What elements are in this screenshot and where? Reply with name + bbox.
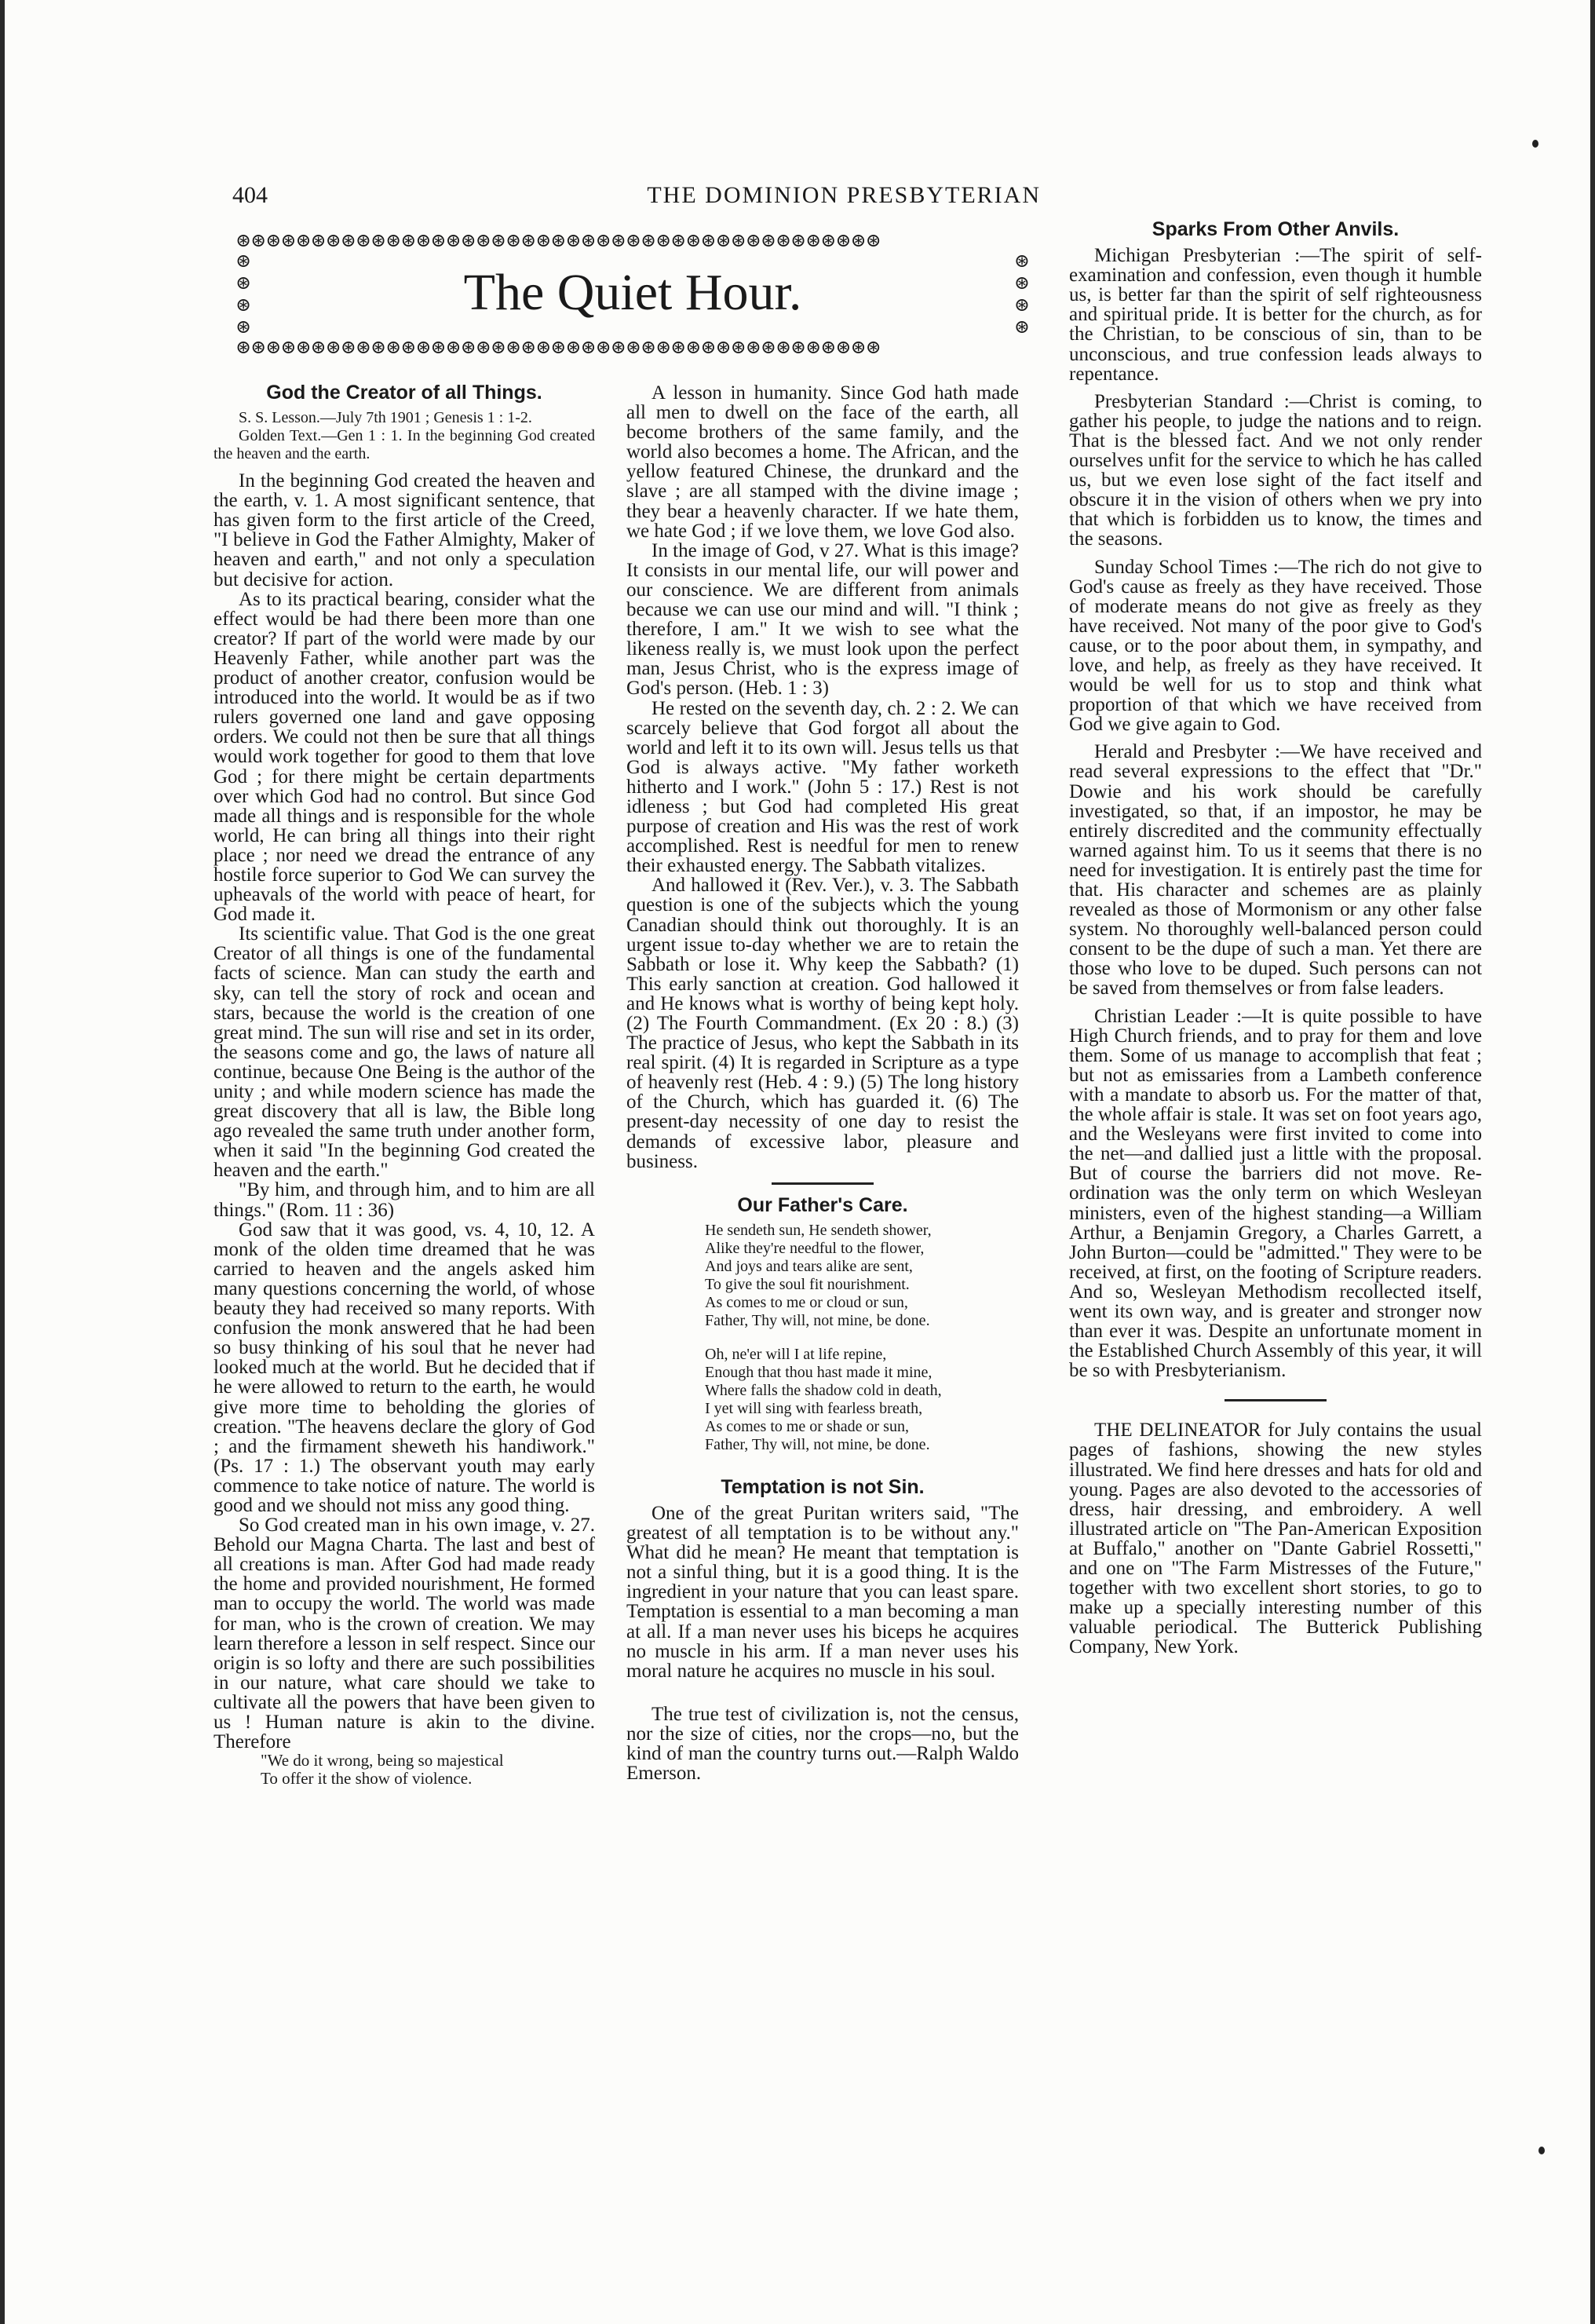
poem-line: As comes to me or shade or sun, [705,1417,909,1435]
ornament-border-left: ⊛ ⊛ ⊛ ⊛ [235,251,252,338]
poem-line: To give the soul fit nourishment. [705,1275,910,1293]
article-paragraph: "By him, and through him, and to him are all things." (Rom. 11 : 36) [214,1179,595,1221]
poem-body [705,1222,1019,1454]
article-paragraph: So God created man in his own image, v. 27. Behold our Magna Charta. The last and best of all creations is man. After God had made ready the home and provided nourishment, He formed man to occupy the world. The world was made for man, who is the crown of creation. We may learn therefore a lesson in self respect. Since our origin is so lofty and there are such possibilities in our nature, what care should we take to cultivate all the powers that have been given to us ! Human nature is akin to the divine. Therefore [214,1515,595,1753]
column-3 [1069,220,1482,1657]
emerson-quote: The true test of civilization is, not the census, nor the size of cities, nor the crops—no, but the kind of man the country turns out.—Ralph Waldo Emerson. [626,1703,1019,1785]
article-paragraph: He rested on the seventh day, ch. 2 : 2. We can scarcely believe that God forgot all about the world and left it to its own will. Jesus tells us that God is always active. "My father worketh hitherto and I work." (John 5 : 17.) Rest is not idleness ; but God had completed His great purpose of creation and His was the rest of work accomplished. Rest is needful for men to renew their exhausted energy. The Sabbath vitalizes. [626,697,1019,877]
temptation-heading: Temptation is not Sin. [721,1475,925,1498]
page-header [232,182,1041,214]
sparks-paragraph: Presbyterian Standard :—Christ is coming, to gather his people, to judge the nations and to reign. That is the blessed fact. And we not only render ourselves unfit for the service to which he has called us, but we even lose sight of the fact itself and obscure it in the vision of others when we pry into that which is forbidden us to know, the times and the seasons. [1069,390,1482,550]
article-paragraph: Its scientific value. That God is the one great Creator of all things is one of the fundamental facts of science. Man can study the earth and sky, can tell the story of rock and ocean and stars, because the world is the creation of one great mind. The sun will rise and set in its order, the seasons come and go, the laws of nature all continue, because One Being is the author of the unity ; and while modern science has made the great discovery that all is law, the Bible long ago revealed the same truth under another form, when it said "In the beginning God created the heaven and the earth." [214,923,595,1182]
poem-line: Enough that thou hast made it mine, [705,1363,933,1381]
poem-line: And joys and tears alike are sent, [705,1257,913,1275]
poem-line: As comes to me or cloud or sun, [705,1293,908,1311]
temptation-body: One of the great Puritan writers said, "The greatest of all temptation is to be without any." What did he mean? He meant that temptation is not a sinful thing, but it is a good thing. It is the ingredient in your nature that you can least spare. Temptation is essential to a man becoming a man at all. If a man never uses his biceps he acquires no muscle in his arm. If a man never uses his moral nature he acquires no muscle in his soul. [626,1502,1019,1682]
sparks-paragraph: Herald and Presbyter :—We have received and read several expressions to the effect that "Dr." Dowie and his work should be carefully investigated, so that, if an impostor, he may be entirely discredited and the community effectually warned against him. To us it seems that there is no need for investigation. It is entirely past the time for that. His character and schemes are as plainly revealed as those of Mormonism or any other false system. No thoroughly well-balanced person could consent to be the dupe of such a man. Yet there are those who love to be duped. Such persons can not be saved from themselves or from false leaders. [1069,741,1482,999]
article-paragraph: A lesson in humanity. Since God hath made all men to dwell on the face of the earth, all become brothers of the same family, and the world also becomes a home. The African, and the yellow featured Chinese, the drunkard and the slave ; are all stamped with the divine image ; they bear a heavenly character. If we hate them, we hate God ; if we love them, we love God also. [626,382,1019,542]
delineator-notice: THE DELINEATOR for July contains the usual pages of fashions, showing the new styles illustrated. We find here dresses and hats for old and young. Pages are also devoted to the accessories of dress, hair dressing, and embroidery. A well illustrated article on "The Pan-American Exposition at Buffalo," another on "Dante Gabriel Rossetti," and one on "The Farm Mistresses of the Future," together with two excellent short stories, to go to make up a specially interesting number of this valuable periodical. The Butterick Publishing Company, New York. [1069,1420,1482,1658]
poem-line: Father, Thy will, not mine, be done. [705,1311,930,1329]
section-divider [772,1182,874,1185]
article-paragraph: As to its practical bearing, consider what the effect would be had there been more than one creator? If part of the world were made by our Heavenly Father, while another part was the product of another creator, confusion would be introduced into the world. It would be as if two rulers governed one land and gave opposing orders. We could not then be sure that all things would work together for good to them that love God ; for there might be certain departments over which God had no control. But since God made all things and is responsible for the whole world, He can bring all things into their right place ; nor need we dread the entrance of any hostile force superior to God We can survey the upheavals of the world with peace of heart, for God made it. [214,588,595,926]
quote-line: "We do it wrong, being so majestical [261,1751,504,1770]
poem-line: Alike they're needful to the flower, [705,1239,925,1257]
golden-text: Golden Text.—Gen 1 : 1. In the beginning God created the heaven and the earth. [214,427,595,463]
poem-line: I yet will sing with fearless breath, [705,1399,923,1417]
article-heading: God the Creator of all Things. [266,382,542,404]
poem-line: He sendeth sun, He sendeth shower, [705,1221,932,1239]
article-paragraph: In the image of God, v 27. What is this image? It consists in our mental life, our will power and our conscience. We are different from animals because we can use our mind and will. "I think ; therefore, I am." It we wish to see what the likeness really is, we must look upon the perfect man, Jesus Christ, who is the express image of God's person. (Heb. 1 : 3) [626,539,1019,700]
ornament-border-right: ⊛ ⊛ ⊛ ⊛ [1013,251,1030,338]
scan-edge-right [1590,0,1595,2324]
poem-line: Where falls the shadow cold in death, [705,1381,942,1399]
page-number: 404 [232,182,268,208]
column-1 [214,383,595,1788]
column-2 [626,383,1019,1783]
scan-edge-left [0,0,5,2324]
ornament-border-bottom: ⊛⊛⊛⊛⊛⊛⊛⊛⊛⊛⊛⊛⊛⊛⊛⊛⊛⊛⊛⊛⊛⊛⊛⊛⊛⊛⊛⊛⊛⊛⊛⊛⊛⊛⊛⊛⊛⊛⊛⊛⊛⊛⊛ [235,338,881,357]
section-divider [1225,1399,1327,1401]
running-head: THE DOMINION PRESBYTERIAN [647,182,1041,208]
quote-line: To offer it the show of violence. [261,1769,473,1789]
ornament-border-top: ⊛⊛⊛⊛⊛⊛⊛⊛⊛⊛⊛⊛⊛⊛⊛⊛⊛⊛⊛⊛⊛⊛⊛⊛⊛⊛⊛⊛⊛⊛⊛⊛⊛⊛⊛⊛⊛⊛⊛⊛⊛⊛⊛ [235,232,881,250]
sparks-paragraph: Michigan Presbyterian :—The spirit of self-examination and confession, even though it humble us, is better far than the spirit of self righteousness and spiritual pride. It is better for the church, as for the Christian, to be conscious of sin, than to be unconscious, and true confession leads always to repentance. [1069,245,1482,385]
poem-line: Oh, ne'er will I at life repine, [705,1345,887,1363]
lesson-line: S. S. Lesson.—July 7th 1901 ; Genesis 1 : 1-2. [239,409,532,427]
verse-quote [261,1752,595,1788]
sparks-heading: Sparks From Other Anvils. [1152,218,1400,240]
stanza-gap [705,1330,1019,1346]
sparks-paragraph: Sunday School Times :—The rich do not give to God's cause as freely as they have received. Those of moderate means do not give as freely as they have received. Not many of the poor give to God's cause, or to the poor about them, in sympathy, and love, and help, as freely as they have received. It would be well for us to stop and think what proportion of that which we have received from God we give again to God. [1069,556,1482,736]
poem-title: Our Father's Care. [737,1193,908,1216]
article-paragraph: And hallowed it (Rev. Ver.), v. 3. The Sabbath question is one of the subjects which the young Canadian should think out thoroughly. It is an urgent issue to-day whether we are to retain the Sabbath or lose it. Why keep the Sabbath? (1) This early sanction at creation. God hallowed it and He knows what is worthy of being kept holy. (2) The Fourth Commandment. (Ex 20 : 8.) (3) The practice of Jesus, who kept the Sabbath in its real spirit. (4) It is regarded in Scripture as a type of heavenly rest (Heb. 4 : 9.) (5) The long history of the Church, which has guarded it. (6) The present-day necessity of one day to resist the demands of excessive labor, pleasure and business. [626,875,1019,1172]
scan-speck [1538,2147,1545,2154]
poem-line: Father, Thy will, not mine, be done. [705,1435,930,1453]
quiet-hour-banner [235,232,1030,357]
section-title: The Quiet Hour. [463,264,802,321]
article-paragraph: God saw that it was good, vs. 4, 10, 12. A monk of the olden time dreamed that he was carried to heaven and the angels asked him many questions concerning the world, of whose beauty they had received so many reports. With confusion the monk answered that he had been so busy thinking of his soul that he never had looked much at the world. But he decided that if he were allowed to return to the earth, he would give more time to beholding the glories of creation. "The heavens declare the glory of God ; and the firmament sheweth his handiwork." (Ps. 17 : 1.) The observant youth may early commence to take notice of nature. The world is good and we should not miss any good thing. [214,1219,595,1516]
sparks-paragraph: Christian Leader :—It is quite possible to have High Church friends, and to pray for them and love them. Some of us manage to accomplish that feat ; but not as emissaries from a Lambeth conference with a mandate to absorb us. For the matter of that, the whole affair is stale. It was set on foot years ago, and the Wesleyans were first invited to come into the net—and dallied just a little with the proposal. But of course the barriers did not move. Re-ordination was the only term on which Wesleyan ministers, even of the highest standing—a William Arthur, a Benjamin Gregory, a Charles Garrett, a John Burton—could be "admitted." They were to be received, at first, on the footing of Scripture readers. And so, Wesleyan Methodism recollected itself, went its own way, and is greater and stronger now than ever it was. Despite an unfortunate moment in the Established Church Assembly of this year, it will be so with Presbyterianism. [1069,1005,1483,1382]
scan-speck [1532,140,1538,148]
article-paragraph: In the beginning God created the heaven and the earth, v. 1. A most significant sentence, that has given form to the first article of the Creed, "I believe in God the Father Almighty, Maker of heaven and earth," and not only a speculation but decisive for action. [214,470,595,590]
